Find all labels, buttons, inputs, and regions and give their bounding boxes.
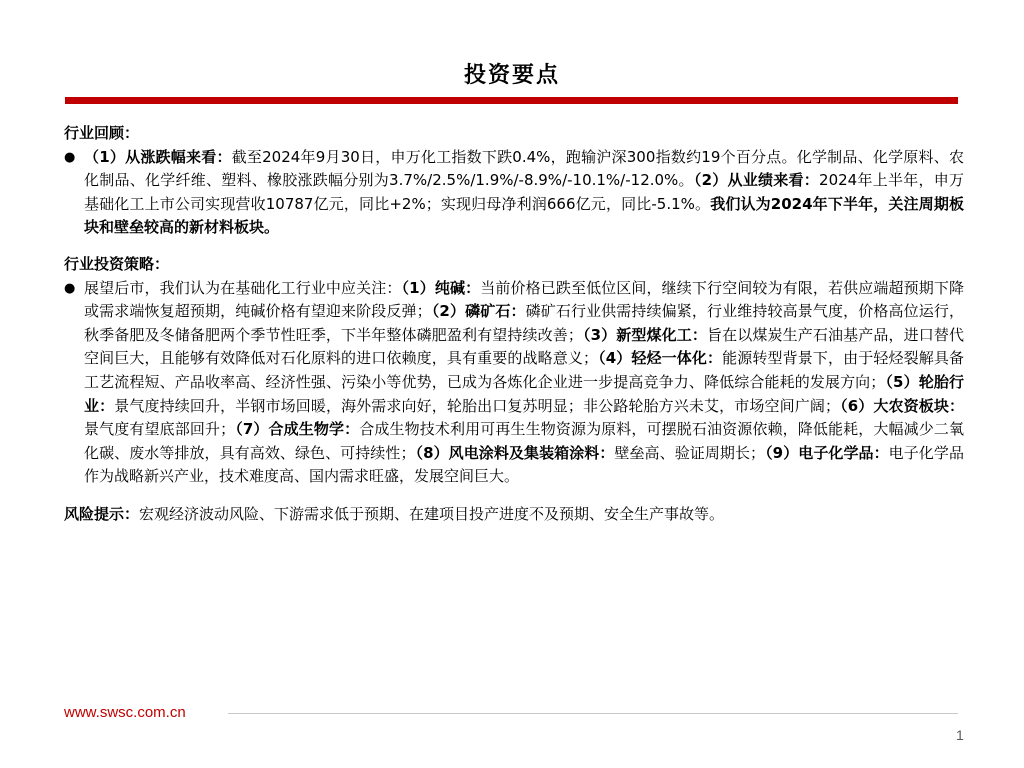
page-number: 1: [956, 727, 964, 743]
strategy-text-9: 电子化学品作为战略新兴产业，技术难度高、国内需求旺盛，发展空间巨大。: [84, 443, 964, 486]
bullet-icon: ●: [64, 280, 76, 296]
strategy-text-1: 当前价格已跌至低位区间，继续下行空间较为有限，若供应端超预期下降或需求端恢复超预期，纯碱价格有望迎来阶段反弹；: [84, 278, 964, 321]
strategy-bold-5: （5）轮胎行业：: [84, 372, 964, 415]
strategy-bold-1: （1）纯碱：: [401, 278, 481, 297]
footer-divider: [228, 713, 958, 714]
review-bold-2: （2）从业绩来看：: [693, 171, 820, 190]
risk-label: 风险提示：: [64, 504, 140, 523]
strategy-bold-6: （6）大农资板块：: [839, 396, 964, 415]
strategy-text-6: 景气度有望底部回升；: [84, 420, 236, 439]
strategy-bold-2: （2）磷矿石：: [431, 302, 526, 321]
strategy-text-7: 合成生物技术利用可再生生物资源为原料，可摆脱石油资源依赖，降低能耗，大幅减少二氧化碳、废水等排放，具有高效、绿色、可持续性；: [84, 420, 964, 462]
risk-warning: [64, 503, 964, 527]
strategy-bold-8: （8）风电涂料及集装箱涂料：: [415, 443, 615, 462]
strategy-text-8: 壁垒高、验证周期长；: [614, 443, 766, 462]
industry-review-heading: 行业回顾：: [64, 124, 140, 142]
strategy-text-4: 能源转型背景下，由于轻烃裂解具备工艺流程短、产品收率高、经济性强、污染小等优势，已成为各炼化企业进一步提高竞争力、降低综合能耗的发展方向；: [84, 349, 964, 391]
strategy-bold-3: （3）新型煤化工：: [582, 325, 708, 344]
footer-url[interactable]: www.swsc.com.cn: [64, 704, 186, 721]
industry-review-text: [84, 146, 964, 240]
investment-strategy-text: [84, 277, 964, 489]
strategy-text-2: 磷矿石行业供需持续偏紧，行业维持较高景气度，价格高位运行，秋季备肥及冬储备肥两个季节性旺季，下半年整体磷肥盈利有望持续改善；: [84, 302, 964, 344]
bullet-icon: ●: [64, 149, 76, 165]
review-text-2: 2024年上半年，申万基础化工上市公司实现营收10787亿元，同比+2%；实现归母净利润666亿元，同比-5.1%。: [84, 171, 964, 213]
investment-strategy-heading: 行业投资策略：: [64, 254, 170, 273]
strategy-bold-7: （7）合成生物学：: [235, 420, 360, 439]
strategy-text-3: 旨在以煤炭生产石油基产品，进口替代空间巨大，且能够有效降低对石化原料的进口依赖度，具有重要的战略意义；: [84, 325, 964, 368]
strategy-text-5: 景气度持续回升，半钢市场回暖，海外需求向好，轮胎出口复苏明显；非公路轮胎方兴未艾，市场空间广阔；: [114, 396, 840, 415]
risk-text: 宏观经济波动风险、下游需求低于预期、在建项目投产进度不及预期、安全生产事故等。: [139, 504, 725, 523]
main-content: [64, 122, 964, 527]
review-text-1: 截至2024年9月30日，申万化工指数下跌0.4%，跑输沪深300指数约19个百分点。化学制品、化学原料、农化制品、化学纤维、塑料、橡胶涨跌幅分别为3.7%/2.5%/1.9%/-8.9%/-10.1%/-12.0%。: [84, 147, 964, 190]
industry-review-item: [64, 146, 964, 240]
review-bold-3: 我们认为2024年下半年，关注周期板块和壁垒较高的新材料板块。: [84, 194, 964, 237]
strategy-bold-9: （9）电子化学品：: [765, 443, 889, 462]
review-bold-1: （1）从涨跌幅来看：: [84, 147, 232, 166]
strategy-intro: 展望后市，我们认为在基础化工行业中应关注：: [84, 278, 402, 297]
page-title: 投资要点: [463, 63, 560, 88]
investment-strategy-item: [64, 277, 964, 489]
strategy-bold-4: （4）轻烃一体化：: [598, 349, 723, 368]
title-accent-bar: [65, 97, 958, 104]
